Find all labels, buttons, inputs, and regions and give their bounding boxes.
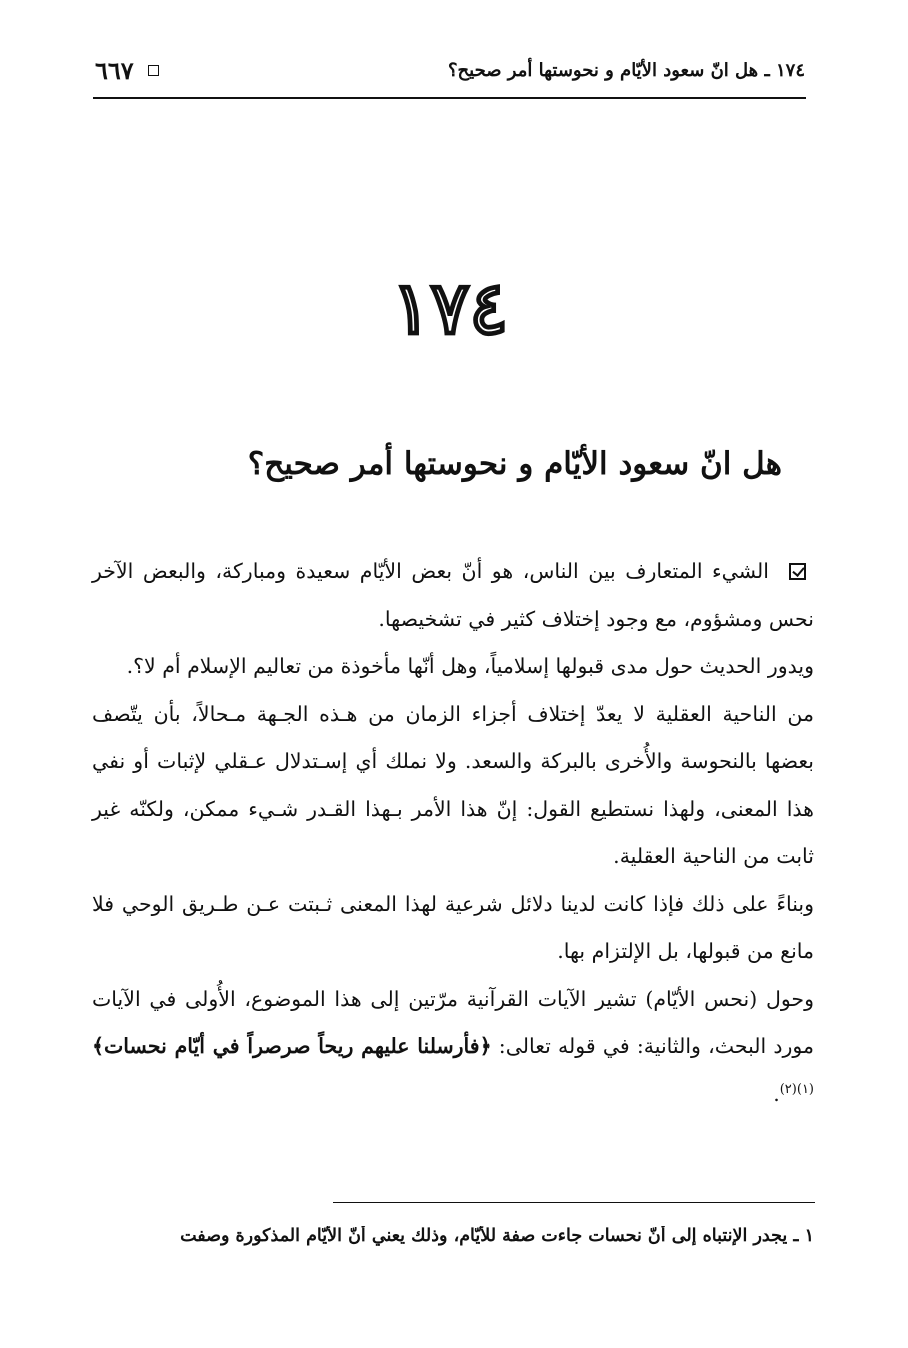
running-title: ١٧٤ ـ هل انّ سعود الأيّام و نحوستها أمر صحيح؟ bbox=[447, 59, 805, 81]
quran-verse: ﴿فأرسلنا عليهم ريحاً صرصراً في أيّام نحسات﴾ bbox=[92, 1034, 492, 1058]
paragraph bbox=[92, 548, 814, 643]
paragraph-text: وحول (نحس الأيّام) تشير الآيات القرآنية مرّتين إلى هذا الموضوع، الأُولى في الآيات مورد البحث، والثانية: في قوله تعالى: bbox=[92, 986, 814, 1058]
paragraph-end: . bbox=[773, 1081, 780, 1106]
paragraph: وبناءً على ذلك فإذا كانت لدينا دلائل شرعية لهذا المعنى ثـبتت عـن طـريق الوحي فلا مانع من قبولها، بل الإلتزام بها. bbox=[92, 891, 814, 963]
paragraph: ويدور الحديث حول مدى قبولها إسلامياً، وهل أنّها مأخوذة من تعاليم الإسلام أم لا؟. bbox=[126, 654, 814, 678]
paragraph: من الناحية العقلية لا يعدّ إختلاف أجزاء الزمان من هـذه الجـهة مـحالاً، بأن يتّصف بعضها بالنحوسة والأُخرى بالبركة والسعد. ولا نملك أي إسـتدلال عـقلي لإثبات أو نفي هذا المعنى، ولهذا نستطيع القول: إنّ هذا الأمر بـهذا القـدر شـيء ممكن، ولكنّه غير ثابت من الناحية العقلية. bbox=[92, 701, 814, 868]
running-header bbox=[95, 48, 805, 92]
chapter-title: هل انّ سعود الأيّام و نحوستها أمر صحيح؟ bbox=[247, 446, 782, 482]
footnote-reference[interactable]: (١)(٢) bbox=[779, 1081, 814, 1097]
page-number: ٦٦٧ bbox=[95, 55, 134, 85]
footnote: ١ ـ يجدر الإنتباه إلى أنّ نحسات جاءت صفة للأيّام، وذلك يعني أنّ الأيّام المذكورة وصفت bbox=[180, 1226, 814, 1246]
header-rule bbox=[93, 97, 806, 99]
chapter-number: ١٧٤ bbox=[391, 265, 508, 350]
body-text bbox=[92, 548, 814, 1118]
checked-box-icon bbox=[789, 563, 806, 580]
square-ornament-icon bbox=[148, 65, 159, 76]
header-right-group bbox=[95, 56, 159, 85]
paragraph-text: الشيء المتعارف بين الناس، هو أنّ بعض الأيّام سعيدة ومباركة، والبعض الآخر نحس ومشؤوم، مع وجود إختلاف كثير في تشخيصها. bbox=[92, 559, 814, 631]
footnote-rule bbox=[333, 1202, 815, 1203]
paragraph bbox=[92, 976, 814, 1119]
